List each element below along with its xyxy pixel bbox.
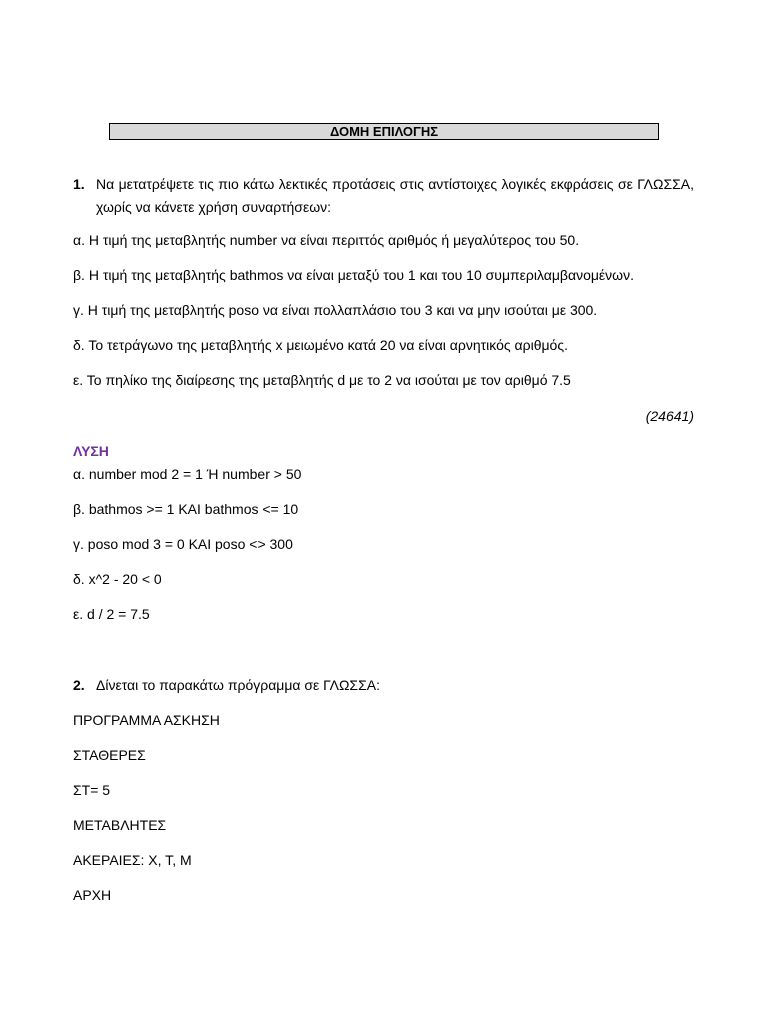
question-1-item-e: ε. Το πηλίκο της διαίρεσης της μεταβλητής d με το 2 να ισούται με τον αριθμό 7.5: [73, 372, 571, 388]
solution-line-b: β. bathmos >= 1 ΚΑΙ bathmos <= 10: [73, 501, 299, 517]
question-1-item-b: β. Η τιμή της μεταβλητής bathmos να είναι μεταξύ του 1 και του 10 συμπεριλαμβανομένων.: [73, 267, 634, 283]
solution-line-d: δ. x^2 - 20 < 0: [73, 571, 162, 587]
solution-line-e: ε. d / 2 = 7.5: [73, 606, 150, 622]
program-line: ΜΕΤΑΒΛΗΤΕΣ: [73, 817, 167, 833]
question-1-code: (24641): [645, 408, 694, 424]
solution-heading: ΛΥΣΗ: [73, 443, 109, 459]
question-1-item-d: δ. Το τετράγωνο της μεταβλητής x μειωμένο κατά 20 να είναι αρνητικός αριθμός.: [73, 337, 568, 353]
question-2-text: Δίνεται το παρακάτω πρόγραμμα σε ΓΛΩΣΣΑ:: [96, 677, 380, 693]
section-title: ΔΟΜΗ ΕΠΙΛΟΓΗΣ: [109, 123, 659, 140]
question-1-item-a: α. Η τιμή της μεταβλητής number να είναι περιττός αριθμός ή μεγαλύτερος του 50.: [73, 232, 580, 248]
question-2: [73, 676, 380, 694]
program-line: ΣΤΑΘΕΡΕΣ: [73, 747, 146, 763]
program-line: ΣΤ= 5: [73, 782, 111, 798]
question-1-text: Να μετατρέψετε τις πιο κάτω λεκτικές προτάσεις στις αντίστοιχες λογικές εκφράσεις σε ΓΛΩΣΣΑ, χωρίς να κάνετε χρήση συναρτήσεων:: [96, 176, 694, 215]
question-2-number: 2.: [73, 677, 85, 693]
question-1: [73, 173, 694, 219]
solution-line-a: α. number mod 2 = 1 Ή number > 50: [73, 466, 302, 482]
program-line: ΠΡΟΓΡΑΜΜΑ ΑΣΚΗΣΗ: [73, 712, 220, 728]
solution-line-c: γ. poso mod 3 = 0 ΚΑΙ poso <> 300: [73, 536, 293, 552]
program-line: ΑΚΕΡΑΙΕΣ: Χ, Τ, Μ: [73, 852, 192, 868]
question-1-number: 1.: [73, 176, 85, 192]
question-1-item-c: γ. Η τιμή της μεταβλητής poso να είναι πολλαπλάσιο του 3 και να μην ισούται με 300.: [73, 302, 598, 318]
program-line: ΑΡΧΗ: [73, 887, 112, 903]
